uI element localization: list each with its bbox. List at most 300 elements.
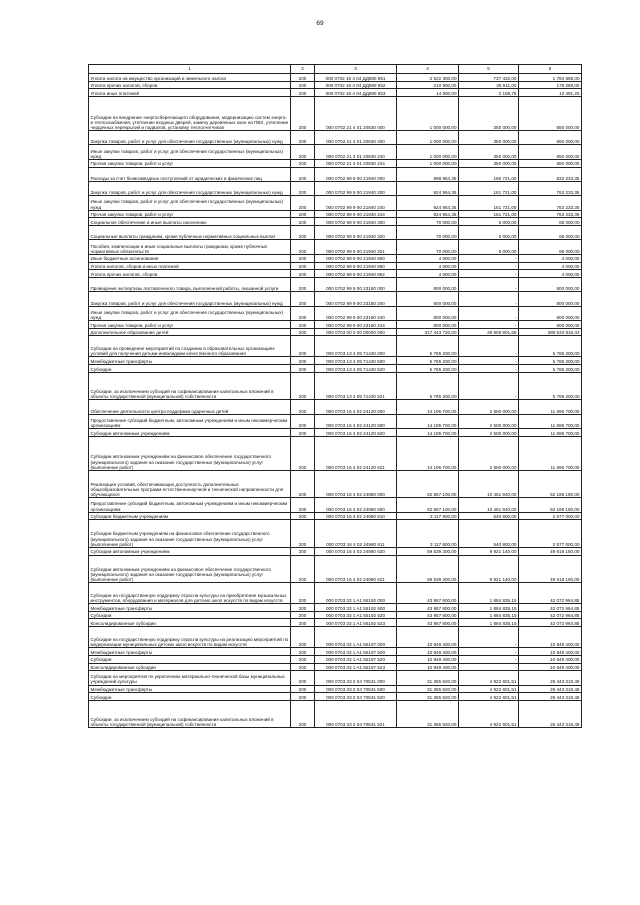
row-kvr: 200 (291, 97, 315, 131)
row-assigned: 3 117 800,00 (397, 520, 459, 548)
row-code: 000 0703 16 4 02 24120 621 (315, 436, 397, 470)
row-remaining: 5 785 200,00 (519, 336, 582, 357)
row-executed: 2 500 000,00 (459, 436, 519, 470)
row-name: Уплата прочих налогов, сборов (89, 270, 291, 278)
row-code: 000 0702 99 9 00 21940 800 (315, 254, 397, 262)
row-assigned: 59 539 300,00 (397, 555, 459, 583)
row-executed: 4 922 601,51 (459, 685, 519, 693)
row-name: Межбюджетные трансферты (89, 648, 291, 656)
table-row (89, 292, 582, 306)
row-kvr: 200 (291, 336, 315, 357)
row-assigned: 4 000,00 (397, 254, 459, 262)
row-executed: - (459, 254, 519, 262)
row-assigned: 59 539 300,00 (397, 547, 459, 555)
row-code: 000 0702 99 9 00 21940 300 (315, 218, 397, 226)
row-code: 000 0702 99 9 00 21940 320 (315, 226, 397, 240)
row-kvr: 200 (291, 400, 315, 414)
row-executed: 5 000,00 (459, 226, 519, 240)
row-name: Субсидии, за исключением субсидий на софинансирование капитальных вложений в объекты государственной (муниципальной) собственности (89, 372, 291, 400)
table-row (89, 270, 582, 278)
row-name: Проведение экспертизы поставленного товара, выполненной работы, оказанной услуги (89, 277, 291, 291)
column-header-5: 5 (459, 65, 519, 74)
row-remaining: 4 000,00 (519, 270, 582, 278)
row-code: 000 0703 16 4 02 24980 610 (315, 512, 397, 520)
row-code: 000 0703 33 2 04 70531 521 (315, 700, 397, 728)
row-executed: 166 721,00 (459, 167, 519, 181)
row-remaining: 26 443 318,49 (519, 700, 582, 728)
row-code: 000 0703 33 2 04 70531 000 (315, 671, 397, 685)
row-code: 000 0703 16 4 02 24980 611 (315, 520, 397, 548)
row-executed: 540 800,00 (459, 520, 519, 548)
row-name: Дополнительное образование детей (89, 328, 291, 336)
row-remaining: 42 072 964,85 (519, 619, 582, 627)
row-remaining: 65 000,00 (519, 218, 582, 226)
row-remaining: 49 618 160,00 (519, 547, 582, 555)
row-code: 000 0703 16 4 02 24120 000 (315, 400, 397, 414)
row-kvr: 200 (291, 372, 315, 400)
row-kvr: 200 (291, 619, 315, 627)
table-row (89, 619, 582, 627)
row-assigned: 31 365 920,00 (397, 693, 459, 701)
row-remaining: 42 072 964,85 (519, 604, 582, 612)
row-remaining: 800 000,00 (519, 292, 582, 306)
row-assigned: 10 949 400,00 (397, 648, 459, 656)
row-kvr: 200 (291, 555, 315, 583)
row-assigned: 31 365 920,00 (397, 685, 459, 693)
row-executed: 4 922 601,51 (459, 693, 519, 701)
row-kvr: 200 (291, 74, 315, 82)
row-name: Иные закупки товаров, работ и услуг для обеспечения государственных (муниципальных) нужд (89, 196, 291, 210)
table-row (89, 365, 582, 373)
table-row (89, 429, 582, 437)
row-remaining: 650 000,00 (519, 131, 582, 145)
row-code: 000 0703 13 4 05 71430 500 (315, 357, 397, 365)
row-code: 000 0702 21 4 01 20830 244 (315, 159, 397, 167)
row-executed: - (459, 663, 519, 671)
table-row (89, 357, 582, 365)
row-remaining: 26 443 318,49 (519, 685, 582, 693)
row-name: Предоставление субсидий бюджетным, автономным учреждениям и иным некоммерческим организациям (89, 498, 291, 512)
row-name: Иные закупки товаров, работ и услуг для обеспечения государственных (муниципальных) нужд (89, 145, 291, 159)
row-executed: 161 721,00 (459, 181, 519, 195)
row-assigned: 800 000,00 (397, 306, 459, 320)
row-code: 000 0703 33 1 A1 55192 520 (315, 611, 397, 619)
table-row (89, 663, 582, 671)
row-assigned: 924 954,35 (397, 196, 459, 210)
row-code: 000 0703 33 1 A1 55192 500 (315, 604, 397, 612)
row-remaining: 4 000,00 (519, 262, 582, 270)
row-remaining: 288 533 818,34 (519, 328, 582, 336)
row-code: 000 0702 99 9 00 23180 244 (315, 321, 397, 329)
row-assigned: 1 000 000,00 (397, 159, 459, 167)
row-remaining: 2 577 000,00 (519, 520, 582, 548)
row-kvr: 200 (291, 254, 315, 262)
row-remaining: 763 233,35 (519, 210, 582, 218)
row-name: Межбюджетные трансферты (89, 357, 291, 365)
row-code: 000 0702 99 9 00 21940 321 (315, 240, 397, 254)
row-kvr: 200 (291, 210, 315, 218)
row-name: Субсидии на проведение мероприятий по созданию в образовательных организациях условий для получения детьми-инвалидами качественного образования (89, 336, 291, 357)
row-assigned: 10 949 400,00 (397, 655, 459, 663)
row-kvr: 200 (291, 685, 315, 693)
row-remaining: 1 784 868,00 (519, 74, 582, 82)
table-row (89, 520, 582, 548)
row-executed: - (459, 270, 519, 278)
row-executed: 9 921 140,00 (459, 547, 519, 555)
row-assigned: 31 365 920,00 (397, 700, 459, 728)
table-row (89, 159, 582, 167)
row-remaining: 10 949 400,00 (519, 627, 582, 648)
row-remaining: 42 072 964,85 (519, 583, 582, 604)
row-name: Субсидии бюджетным учреждениям на финансовое обеспечение государственного (муниципального) задания на оказание государственных (муниципальных) услуг (выполнение работ) (89, 520, 291, 548)
row-kvr: 200 (291, 81, 315, 89)
row-kvr: 200 (291, 357, 315, 365)
row-remaining: 650 000,00 (519, 159, 582, 167)
column-header-1: 1 (89, 65, 291, 74)
row-name: Уплата налога на имущество организаций и земельного налога (89, 74, 291, 82)
row-assigned: 62 657 100,00 (397, 470, 459, 498)
row-assigned: 210 900,00 (397, 81, 459, 89)
column-header-3: 3 (315, 65, 397, 74)
row-executed: 1 884 835,15 (459, 619, 519, 627)
row-remaining: 11 695 700,00 (519, 400, 582, 414)
row-code: 000 0703 13 4 05 71430 521 (315, 372, 397, 400)
row-name: Субсидии бюджетным учреждениям (89, 512, 291, 520)
row-code: 000 0702 21 4 01 20830 200 (315, 131, 397, 145)
row-kvr: 200 (291, 583, 315, 604)
table-row (89, 81, 582, 89)
row-assigned: 43 957 800,00 (397, 583, 459, 604)
row-code: 000 0703 33 2 04 70531 500 (315, 685, 397, 693)
row-remaining: 763 233,35 (519, 196, 582, 210)
table-row (89, 277, 582, 291)
row-code: 000 0703 16 4 02 24980 620 (315, 547, 397, 555)
row-name: Пособия, компенсации и иные социальные выплаты гражданам, кроме публичных нормативных обязательств (89, 240, 291, 254)
row-executed: 2 500 000,00 (459, 400, 519, 414)
table-row (89, 167, 582, 181)
row-assigned: 5 785 200,00 (397, 357, 459, 365)
row-executed: 161 721,00 (459, 210, 519, 218)
row-assigned: 14 195 700,00 (397, 414, 459, 428)
row-kvr: 200 (291, 693, 315, 701)
row-remaining: 763 233,35 (519, 181, 582, 195)
row-kvr: 200 (291, 270, 315, 278)
row-name: Иные бюджетные ассигнования (89, 254, 291, 262)
row-name: Субсидии (89, 693, 291, 701)
row-executed: 1 884 835,15 (459, 611, 519, 619)
row-name: Закупка товаров, работ и услуг для обеспечения государственных (муниципальных) нужд (89, 181, 291, 195)
row-kvr: 200 (291, 547, 315, 555)
row-assigned: 4 000,00 (397, 270, 459, 278)
table-row (89, 671, 582, 685)
row-executed: - (459, 277, 519, 291)
row-assigned: 70 000,00 (397, 226, 459, 240)
row-remaining: 10 949 400,00 (519, 655, 582, 663)
row-remaining: 42 072 964,85 (519, 611, 582, 619)
row-code: 000 0703 16 4 02 24120 600 (315, 414, 397, 428)
column-number-row (89, 65, 582, 74)
row-kvr: 200 (291, 429, 315, 437)
row-kvr: 200 (291, 321, 315, 329)
row-name: Прочая закупка товаров, работ и услуг (89, 210, 291, 218)
row-code: 000 0703 33 2 04 70531 520 (315, 693, 397, 701)
row-code: 000 0702 99 9 00 21940 000 (315, 167, 397, 181)
row-remaining: 65 000,00 (519, 240, 582, 254)
row-kvr: 200 (291, 328, 315, 336)
row-assigned: 800 000,00 (397, 277, 459, 291)
row-code: 000 0703 33 1 A1 55197 500 (315, 648, 397, 656)
row-assigned: 70 000,00 (397, 218, 459, 226)
row-name: Реализация условий, обеспечивающих доступность дополнительных общеобразовательных программ естественнонаучной и технической направленности для обучающихся (89, 470, 291, 498)
row-code: 000 0702 99 9 00 21940 852 (315, 270, 397, 278)
row-remaining: 4 000,00 (519, 254, 582, 262)
row-code: 000 0703 13 4 05 71430 520 (315, 365, 397, 373)
row-executed: - (459, 262, 519, 270)
row-kvr: 200 (291, 498, 315, 512)
row-executed: 350 000,00 (459, 131, 519, 145)
row-code: 000 0702 99 9 00 23180 000 (315, 277, 397, 291)
row-assigned: 14 195 700,00 (397, 436, 459, 470)
page-number: 69 (316, 20, 324, 27)
row-executed: 4 922 601,51 (459, 700, 519, 728)
row-code: 000 0703 16 4 02 24980 600 (315, 498, 397, 512)
table-row (89, 414, 582, 428)
row-executed: - (459, 321, 519, 329)
row-remaining: 800 000,00 (519, 277, 582, 291)
table-row (89, 498, 582, 512)
row-assigned: 43 957 800,00 (397, 604, 459, 612)
row-name: Закупка товаров, работ и услуг для обеспечения государственных (муниципальных) нужд (89, 292, 291, 306)
row-assigned: 1 000 000,00 (397, 97, 459, 131)
row-name: Межбюджетные трансферты (89, 604, 291, 612)
row-kvr: 200 (291, 414, 315, 428)
row-code: 000 0702 99 9 00 21940 200 (315, 181, 397, 195)
row-remaining: 26 443 318,49 (519, 693, 582, 701)
row-executed: 4 922 601,51 (459, 671, 519, 685)
table-row (89, 648, 582, 656)
row-assigned: 2 522 300,00 (397, 74, 459, 82)
row-executed: 737 432,00 (459, 74, 519, 82)
row-remaining: 5 785 200,00 (519, 365, 582, 373)
budget-execution-table (88, 64, 582, 728)
table-row (89, 700, 582, 728)
row-remaining: 800 000,00 (519, 306, 582, 320)
table-row (89, 74, 582, 82)
row-kvr: 200 (291, 240, 315, 254)
row-executed: 5 000,00 (459, 218, 519, 226)
row-name: Социальные выплаты гражданам, кроме публичных нормативных социальных выплат (89, 226, 291, 240)
row-assigned: 800 000,00 (397, 321, 459, 329)
row-kvr: 200 (291, 306, 315, 320)
row-kvr: 200 (291, 226, 315, 240)
row-kvr: 200 (291, 365, 315, 373)
column-header-2: 2 (291, 65, 315, 74)
row-name: Субсидии автономным учреждениям (89, 547, 291, 555)
row-kvr: 200 (291, 292, 315, 306)
table-row (89, 512, 582, 520)
table-row (89, 254, 582, 262)
row-kvr: 200 (291, 181, 315, 195)
row-name: Предоставление субсидий бюджетным, автономным учреждениям и иным некоммерческим организациям (89, 414, 291, 428)
row-kvr: 200 (291, 663, 315, 671)
row-executed: - (459, 365, 519, 373)
table-row (89, 226, 582, 240)
row-kvr: 200 (291, 604, 315, 612)
row-name: Прочая закупка товаров, работ и услуг (89, 321, 291, 329)
table-row (89, 436, 582, 470)
table-row (89, 604, 582, 612)
row-assigned: 10 949 400,00 (397, 627, 459, 648)
row-assigned: 43 957 800,00 (397, 611, 459, 619)
row-assigned: 924 954,35 (397, 210, 459, 218)
row-kvr: 200 (291, 512, 315, 520)
row-name: Субсидии (89, 611, 291, 619)
row-remaining: 11 695 700,00 (519, 414, 582, 428)
row-executed: 2 500 000,00 (459, 414, 519, 428)
row-code: 000 0702 99 9 00 21940 850 (315, 262, 397, 270)
column-header-6: 6 (519, 65, 582, 74)
row-code: 000 0703 33 1 A1 55197 000 (315, 627, 397, 648)
row-kvr: 200 (291, 627, 315, 648)
row-remaining: 52 195 160,00 (519, 498, 582, 512)
row-code: 000 0702 99 9 00 23180 240 (315, 306, 397, 320)
row-executed: 161 721,00 (459, 196, 519, 210)
row-kvr: 200 (291, 218, 315, 226)
row-kvr: 200 (291, 196, 315, 210)
row-kvr: 200 (291, 520, 315, 548)
row-code: 000 0702 16 4 04 ДД590 851 (315, 74, 397, 82)
table-row (89, 685, 582, 693)
row-name: Субсидии на государственную поддержку отрасли культуры на реализацию мероприятий по модернизации муниципальных детских школ искусств по видам искусств (89, 627, 291, 648)
row-kvr: 200 (291, 648, 315, 656)
row-assigned: 998 954,35 (397, 167, 459, 181)
table-row (89, 196, 582, 210)
row-kvr: 200 (291, 131, 315, 145)
row-name: Субсидии автономным учреждениям (89, 429, 291, 437)
row-assigned: 5 785 200,00 (397, 372, 459, 400)
row-name: Межбюджетные трансферты (89, 685, 291, 693)
row-assigned: 70 000,00 (397, 240, 459, 254)
row-name: Уплата иных платежей (89, 89, 291, 97)
table-row (89, 372, 582, 400)
row-assigned: 4 000,00 (397, 262, 459, 270)
row-assigned: 14 195 700,00 (397, 429, 459, 437)
row-executed: - (459, 372, 519, 400)
table-row (89, 262, 582, 270)
row-code: 000 0703 33 1 A1 55192 523 (315, 619, 397, 627)
row-assigned: 14 600,00 (397, 89, 459, 97)
table-row (89, 97, 582, 131)
row-executed: 540 600,00 (459, 512, 519, 520)
row-kvr: 200 (291, 470, 315, 498)
column-header-4: 4 (397, 65, 459, 74)
table-row (89, 400, 582, 414)
row-code: 000 0703 00 0 00 00000 000 (315, 328, 397, 336)
row-remaining: 650 000,00 (519, 97, 582, 131)
row-kvr: 200 (291, 277, 315, 291)
row-name: Уплата налогов, сборов и иных платежей (89, 262, 291, 270)
row-name: Консолидированные субсидии (89, 663, 291, 671)
row-name: Обеспечение деятельности центра поддержки одаренных детей (89, 400, 291, 414)
row-assigned: 1 000 000,00 (397, 131, 459, 145)
table-row (89, 627, 582, 648)
row-remaining: 832 233,35 (519, 167, 582, 181)
row-remaining: 52 195 160,00 (519, 470, 582, 498)
row-executed: - (459, 655, 519, 663)
row-remaining: 49 618 160,00 (519, 555, 582, 583)
row-remaining: 10 949 400,00 (519, 663, 582, 671)
table-row (89, 583, 582, 604)
row-code: 000 0702 21 4 01 20830 000 (315, 97, 397, 131)
row-assigned: 43 957 800,00 (397, 619, 459, 627)
row-executed: - (459, 292, 519, 306)
row-executed: 10 461 940,00 (459, 470, 519, 498)
row-name: Субсидии (89, 655, 291, 663)
row-executed: 350 000,00 (459, 159, 519, 167)
row-kvr: 200 (291, 89, 315, 97)
row-name: Закупка товаров, работ и услуг для обеспечения государственных (муниципальных) нужд (89, 131, 291, 145)
row-assigned: 5 785 200,00 (397, 336, 459, 357)
row-assigned: 14 195 700,00 (397, 400, 459, 414)
table-row (89, 611, 582, 619)
table-row (89, 89, 582, 97)
row-executed: 1 884 835,15 (459, 604, 519, 612)
table-row (89, 470, 582, 498)
row-executed: 10 461 940,00 (459, 498, 519, 512)
table-row (89, 336, 582, 357)
row-name: Субсидии на внедрение энергосберегающего оборудования, модернизацию систем энерго- и теплоснабжения, утепление входных дверей, замену деревянных окон на ПВХ, утепление чердачных перекрытий и подвалов, установку теплосчетчиков (89, 97, 291, 131)
row-remaining: 5 785 200,00 (519, 357, 582, 365)
row-kvr: 200 (291, 671, 315, 685)
row-name: Субсидии (89, 365, 291, 373)
row-executed: 2 500 000,00 (459, 429, 519, 437)
row-executed: - (459, 306, 519, 320)
row-code: 000 0703 33 1 A1 55197 523 (315, 663, 397, 671)
row-name: Расходы за счет безвозмездных поступлений от юридических и физических лиц (89, 167, 291, 181)
row-assigned: 1 000 000,00 (397, 145, 459, 159)
row-code: 000 0702 16 4 04 ДД590 853 (315, 89, 397, 97)
row-name: Субсидии на мероприятия по укреплению материально-технической базы муниципальных учреждений культуры (89, 671, 291, 685)
table-row (89, 218, 582, 226)
row-executed: - (459, 627, 519, 648)
table-row (89, 306, 582, 320)
table-row (89, 321, 582, 329)
row-executed: 350 000,00 (459, 97, 519, 131)
row-executed: 35 611,00 (459, 81, 519, 89)
table-row (89, 693, 582, 701)
row-executed: 2 108,75 (459, 89, 519, 97)
row-name: Прочая закупка товаров, работ и услуг (89, 159, 291, 167)
row-remaining: 175 289,00 (519, 81, 582, 89)
row-kvr: 200 (291, 159, 315, 167)
row-remaining: 800 000,00 (519, 321, 582, 329)
row-code: 000 0703 33 1 A1 55192 000 (315, 583, 397, 604)
row-assigned: 800 000,00 (397, 292, 459, 306)
table-row (89, 181, 582, 195)
row-assigned: 5 785 200,00 (397, 365, 459, 373)
table-row (89, 555, 582, 583)
table-row (89, 547, 582, 555)
row-executed: - (459, 336, 519, 357)
row-name: Субсидии на государственную поддержку отрасли культуры на приобретение музыкальных инструментов, оборудования и материалов для детских школ искусств по видам искусств (89, 583, 291, 604)
row-executed: 350 000,00 (459, 145, 519, 159)
row-code: 000 0703 16 4 02 24120 620 (315, 429, 397, 437)
row-executed: 28 909 901,66 (459, 328, 519, 336)
row-code: 000 0702 21 4 01 20830 240 (315, 145, 397, 159)
row-code: 000 0702 99 9 00 21940 244 (315, 210, 397, 218)
row-name: Консолидированные субсидии (89, 619, 291, 627)
row-remaining: 11 695 700,00 (519, 429, 582, 437)
